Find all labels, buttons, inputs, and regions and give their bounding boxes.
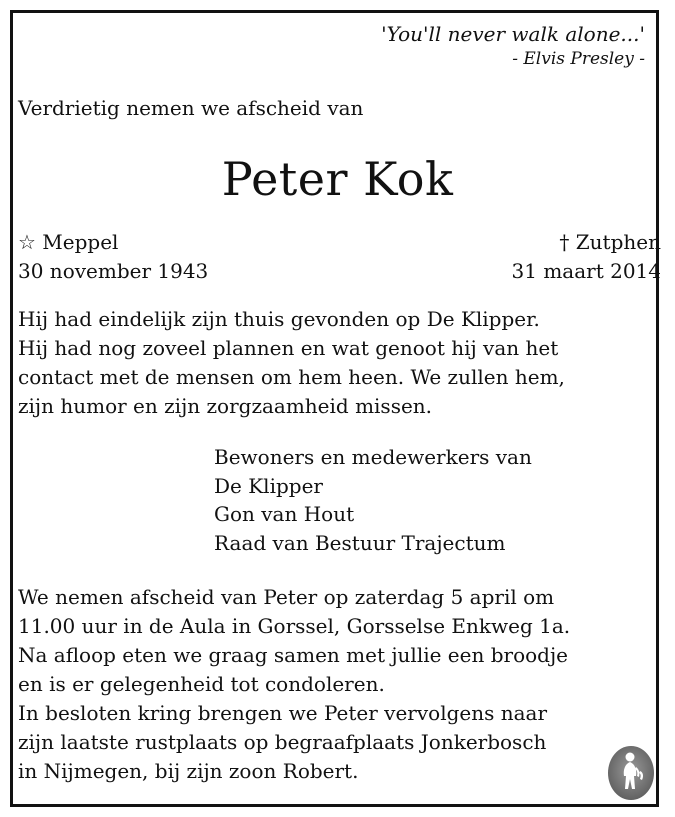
tribute-line: Hij had nog zoveel plannen en wat genoot hij van het [18, 336, 559, 360]
death-place: Zutphen [575, 230, 661, 254]
tribute-line: zijn humor en zijn zorgzaamheid missen. [18, 394, 433, 418]
signer-line: Gon van Hout [214, 502, 355, 526]
quote-text: 'You'll never walk alone...' [381, 22, 645, 46]
birth-info [18, 228, 208, 286]
intro-line: Verdrietig nemen we afscheid van [18, 96, 364, 120]
cross-icon: † [559, 230, 570, 254]
signer-line: Raad van Bestuur Trajectum [214, 530, 506, 555]
signer-line: De Klipper [214, 473, 323, 498]
death-date: 31 maart 2014 [511, 259, 661, 283]
service-line: Na afloop eten we graag samen met jullie een broodje [18, 643, 568, 667]
tribute-line: Hij had eindelijk zijn thuis gevonden op De Klipper. [18, 307, 540, 331]
service-paragraph [18, 583, 570, 786]
tribute-line: contact met de mensen om hem heen. We zullen hem, [18, 365, 565, 389]
tribute-paragraph [18, 305, 565, 421]
service-line: In besloten kring brengen we Peter vervolgens naar [18, 701, 548, 725]
service-line: zijn laatste rustplaats op begraafplaats Jonkerbosch [18, 730, 547, 754]
star-icon: ☆ [18, 230, 36, 254]
service-line: We nemen afscheid van Peter op zaterdag 5 april om [18, 585, 555, 609]
birth-date: 30 november 1943 [18, 259, 209, 283]
service-line: 11.00 uur in de Aula in Gorssel, Gorsselse Enkweg 1a. [18, 614, 571, 638]
epigraph [381, 20, 645, 70]
death-info [512, 228, 661, 286]
birth-place: Meppel [42, 230, 119, 254]
service-line: in Nijmegen, bij zijn zoon Robert. [18, 759, 359, 783]
memorial-figure-icon [606, 745, 656, 801]
service-line: en is er gelegenheid tot condoleren. [18, 672, 385, 696]
deceased-name: Peter Kok [221, 152, 454, 206]
signers-list [214, 443, 532, 557]
quote-author: - Elvis Presley - [512, 49, 645, 69]
signer-line: Bewoners en medewerkers van [214, 445, 532, 469]
